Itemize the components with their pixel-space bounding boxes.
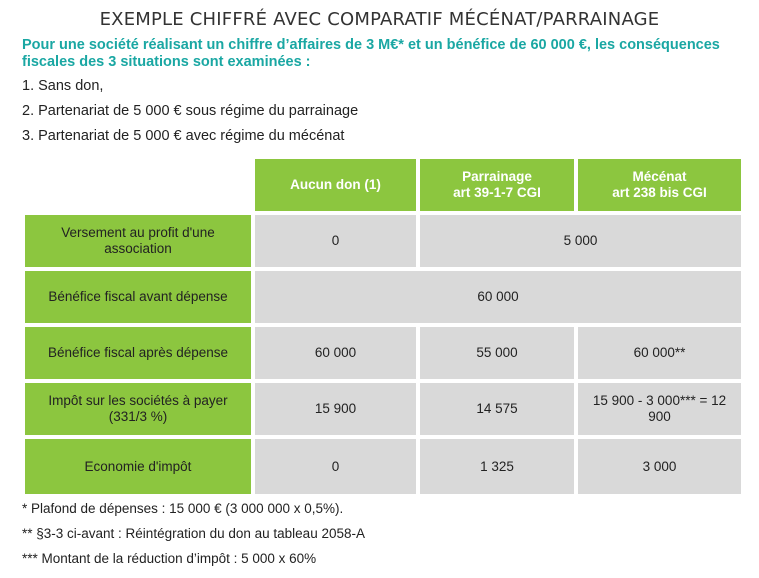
footnote: ** §3-3 ci-avant : Réintégration du don au tableau 2058-A: [22, 526, 365, 541]
footnote: * Plafond de dépenses : 15 000 € (3 000 000 x 0,5%).: [22, 501, 344, 516]
cell-benefice-apres-parrainage: 55 000: [420, 327, 574, 379]
cell-impot-mecenat: 15 900 - 3 000*** = 12 900: [578, 383, 741, 435]
header-mecenat: Mécénat art 238 bis CGI: [578, 159, 741, 211]
header-parrainage: Parrainage art 39-1-7 CGI: [420, 159, 574, 211]
cell-economie-aucun-don: 0: [255, 439, 416, 494]
page-title: EXEMPLE CHIFFRÉ AVEC COMPARATIF MÉCÉNAT/PARRAINAGE: [99, 9, 660, 30]
row-label-benefice-apres: Bénéfice fiscal après dépense: [25, 327, 251, 379]
cell-economie-parrainage: 1 325: [420, 439, 574, 494]
cell-versement-aucun-don: 0: [255, 215, 416, 267]
row-label-benefice-avant: Bénéfice fiscal avant dépense: [25, 271, 251, 323]
header-aucun-don: Aucun don (1): [255, 159, 416, 211]
situation-item: 2. Partenariat de 5 000 € sous régime du parrainage: [22, 103, 359, 119]
cell-benefice-apres-mecenat: 60 000**: [578, 327, 741, 379]
cell-impot-parrainage: 14 575: [420, 383, 574, 435]
cell-benefice-avant: 60 000: [255, 271, 741, 323]
cell-impot-aucun-don: 15 900: [255, 383, 416, 435]
cell-economie-mecenat: 3 000: [578, 439, 741, 494]
situation-item: 3. Partenariat de 5 000 € avec régime du mécénat: [22, 128, 345, 144]
intro-text: Pour une société réalisant un chiffre d’affaires de 3 M€* et un bénéfice de 60 000 €, les conséquences fiscales des 3 situations sont examinées :: [22, 37, 720, 70]
row-label-economie: Economie d'impôt: [25, 439, 251, 494]
footnote: *** Montant de la réduction d’impôt : 5 000 x 60%: [22, 551, 317, 566]
cell-benefice-apres-aucun-don: 60 000: [255, 327, 416, 379]
row-label-impot: Impôt sur les sociétés à payer (331/3 %): [25, 383, 251, 435]
cell-versement-parrainage-mecenat: 5 000: [420, 215, 741, 267]
situation-item: 1. Sans don,: [22, 78, 104, 94]
row-label-versement: Versement au profit d'une association: [25, 215, 251, 267]
